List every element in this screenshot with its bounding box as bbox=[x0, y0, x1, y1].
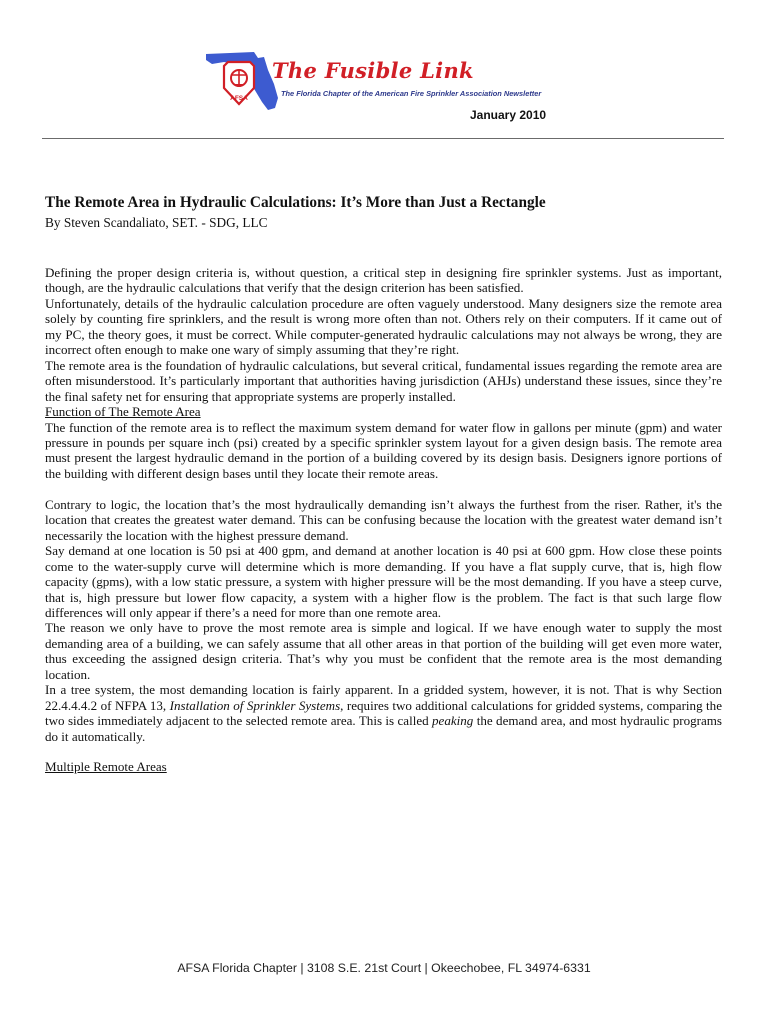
paragraph: The function of the remote area is to reflect the maximum system demand for water flow in gallons per minute (gpm) and water pressure in pounds per square inch (psi) created by a specific sprinkler system layout for a given design basis. The remote area must present the largest hydraulic demand in the portion of a building covered by its design basis. Designers ignore portions of the building with different design bases until they locate their remote areas. bbox=[45, 419, 722, 481]
issue-date: January 2010 bbox=[470, 108, 547, 122]
paragraph: Defining the proper design criteria is, without question, a critical step in designing fire sprinkler systems. Just as important, though, are the hydraulic calculations that verify that the design criterion has been satisfied. bbox=[45, 265, 722, 296]
newsletter-title: The Fusible Link bbox=[272, 58, 474, 83]
section-heading: Function of The Remote Area bbox=[45, 404, 201, 420]
text-run: , requires two additional calculations for gridded systems, comparing the two sides immediately adjacent to the selected remote area. This is called bbox=[45, 697, 722, 729]
text-run: the demand area, and most hydraulic programs do it automatically. bbox=[45, 713, 722, 744]
paragraph: Say demand at one location is 50 psi at 400 gpm, and demand at another location is 40 psi at 600 gpm. How close these points come to the water-supply curve will determine which is more demanding. If you have a flat supply curve, that is, high flow capacity (gpms), with a low static pressure, a system with higher pressure will be the most demanding. If you have a steep curve, that is, high pressure but lower flow capacity, a system with a higher flow is the problem. The fact is that such large flow differences will only appear if there’s a need for more than one remote area. bbox=[45, 543, 722, 620]
section-heading: Multiple Remote Areas bbox=[45, 759, 167, 775]
header-divider bbox=[42, 138, 724, 139]
afsa-logo-text: AFSA bbox=[230, 95, 248, 102]
article-title: The Remote Area in Hydraulic Calculations: It’s More than Just a Rectangle bbox=[45, 194, 546, 211]
paragraph-gap bbox=[45, 744, 722, 759]
newsletter-subtitle: The Florida Chapter of the American Fire Sprinkler Association Newsletter bbox=[281, 89, 542, 98]
article-byline: By Steven Scandaliato, SET. - SDG, LLC bbox=[45, 215, 268, 230]
paragraph bbox=[45, 682, 722, 744]
article-body bbox=[45, 265, 722, 775]
emphasis-term: peaking bbox=[432, 713, 474, 729]
footer-address: AFSA Florida Chapter | 3108 S.E. 21st Court | Okeechobee, FL 34974-6331 bbox=[177, 961, 591, 975]
paragraph: Contrary to logic, the location that’s the most hydraulically demanding isn’t always the furthest from the riser. Rather, it's the location that creates the greatest water demand. This can be confusing because the location with the greatest water demand isn’t necessarily the location with the highest pressure demand. bbox=[45, 496, 722, 543]
paragraph-gap bbox=[45, 481, 722, 496]
text-run: In a tree system, the most demanding location is fairly apparent. In a gridded system, however, it is not. That is why Section 22.4.4.4.2 of NFPA 13, bbox=[45, 682, 722, 713]
paragraph: Unfortunately, details of the hydraulic calculation procedure are often vaguely understood. Many designers size the remote area solely by counting fire sprinklers, and the result is wrong more often than not. Others rely on their computers. If it came out of my PC, the theory goes, it must be correct. While computer-generated hydraulic calculations may not always be wrong, they are incorrect often enough to make one wary of simply assuming that they’re right. bbox=[45, 295, 722, 358]
paragraph: The reason we only have to prove the most remote area is simple and logical. If we have enough water to supply the most demanding area of a building, we can safely assume that all other areas in that portion of the building will get even more water, thus exceeding the assigned design criteria. That’s why you must be confident that the remote area is the most demanding location. bbox=[45, 620, 722, 682]
paragraph: The remote area is the foundation of hydraulic calculations, but several critical, fundamental issues regarding the remote area are often misunderstood. It’s particularly important that authorities having jurisdiction (AHJs) understand these issues, since they’re the final safety net for ensuring that appropriate systems are properly installed. bbox=[45, 357, 722, 404]
publication-title: Installation of Sprinkler Systems bbox=[169, 697, 341, 713]
